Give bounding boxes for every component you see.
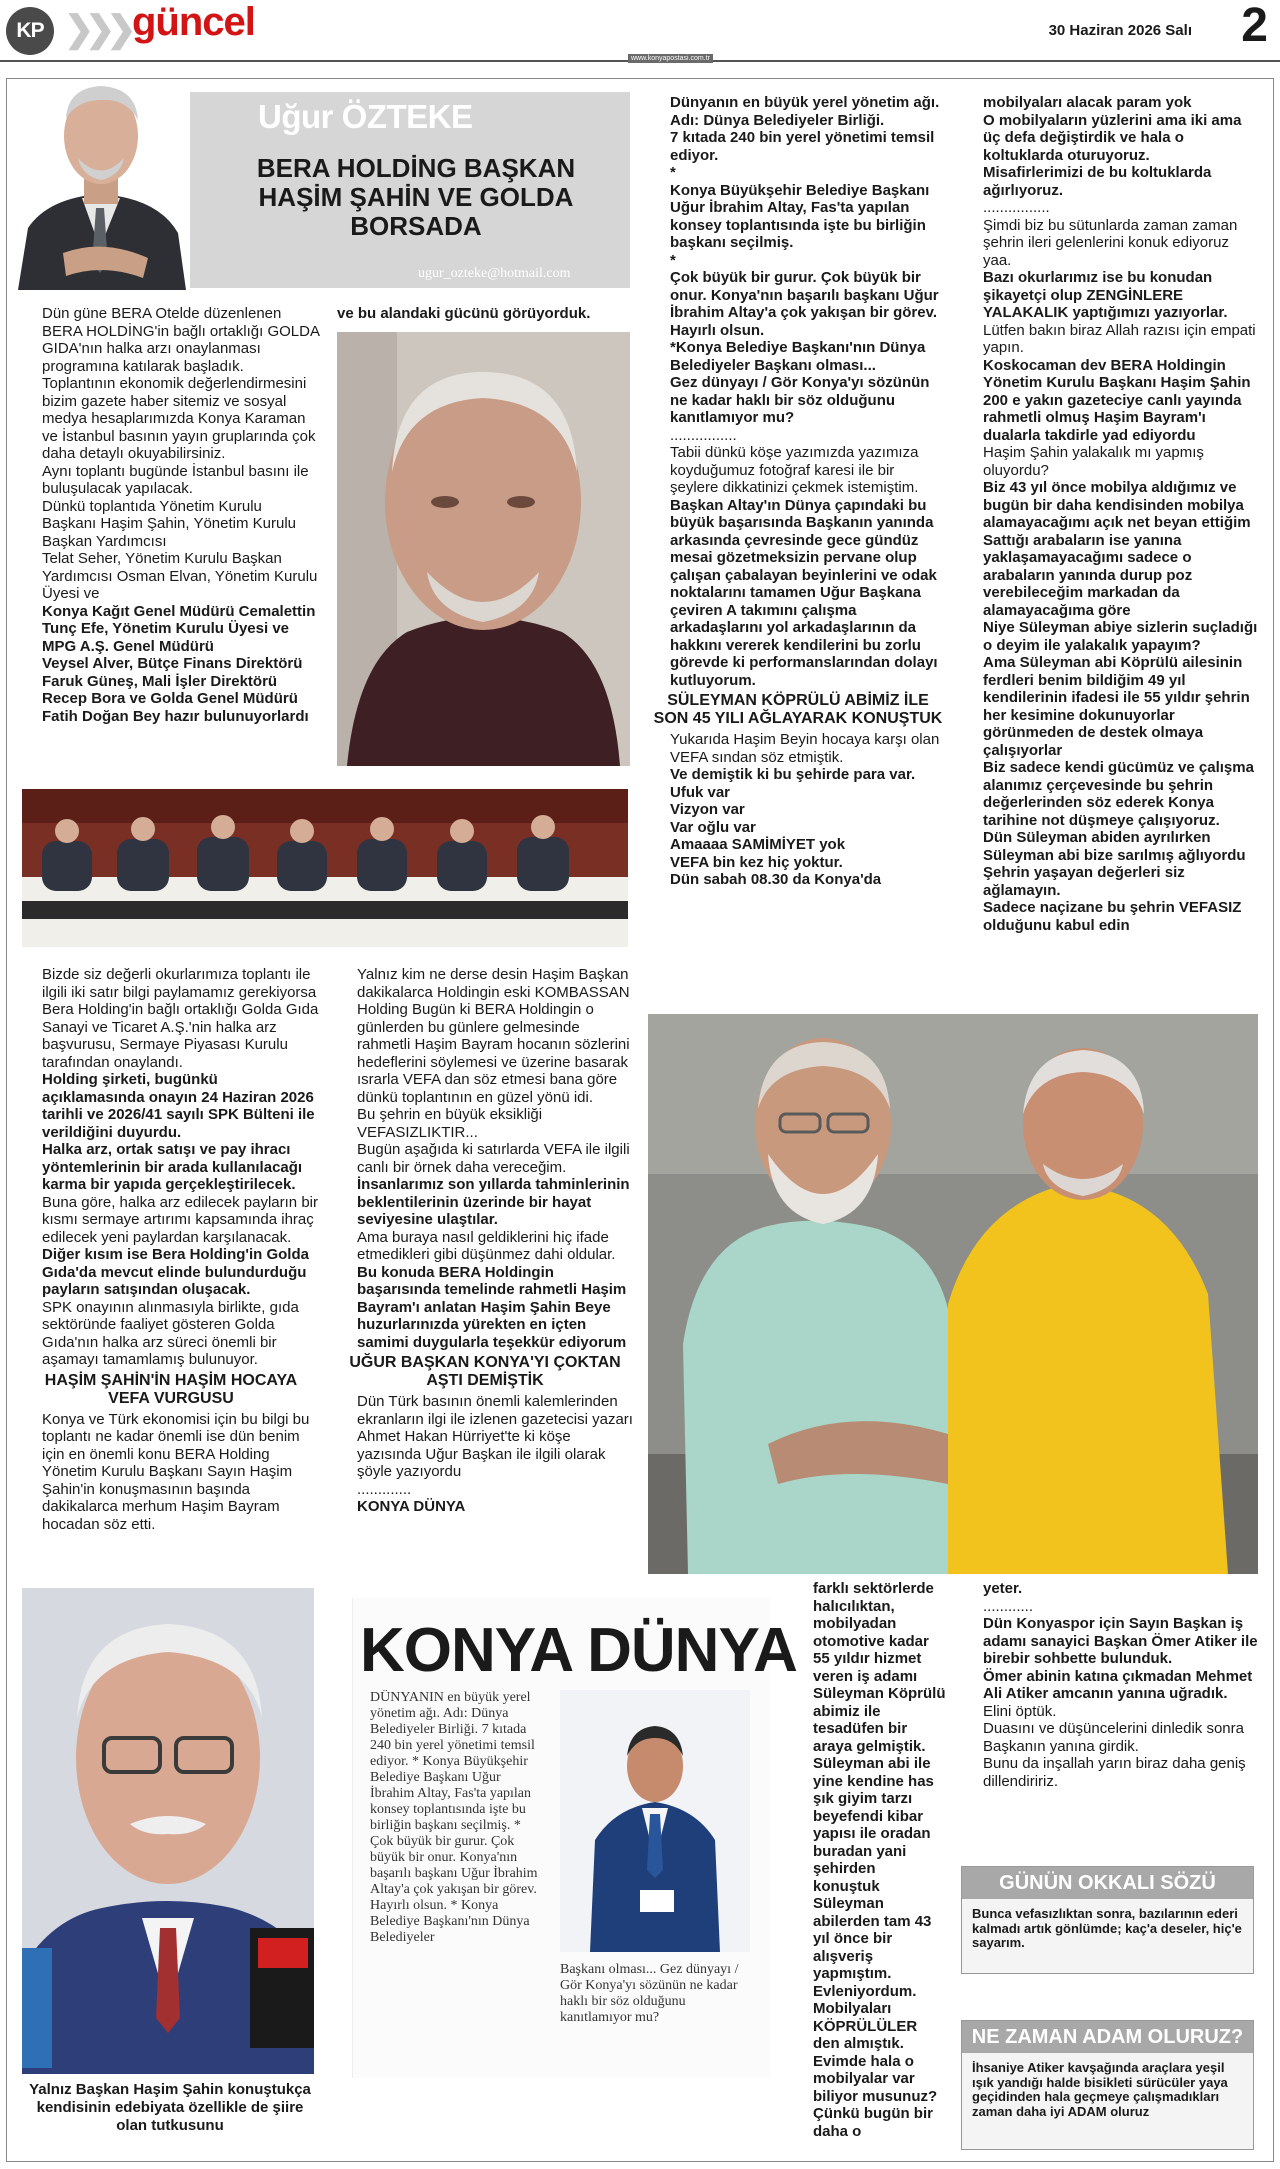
paragraph: Veysel Alver, Bütçe Finans Direktörü Faruk Güneş, Mali İşler Direktörü Recep Bora ve Golda Genel Müdürü Fatih Doğan Bey hazır bulunuyorlardı [42, 655, 309, 725]
photo-caption: Yalnız Başkan Haşim Şahin konuştukça kendisinin edebiyata özellikle de şiire olan tutkusunu [29, 2081, 311, 2134]
paragraph: Konya Büyükşehir Belediye Başkanı Uğur İbrahim Altay, Fas'ta yapılan konsey toplantısında işte bu birliğin başkanı seçilmiş. [670, 181, 930, 251]
paragraph: Bazı okurlarımız ise bu konudan şikayetçi olup ZENGİNLERE YALAKALIK yaptığımızı yazıyorlar. [983, 269, 1228, 321]
paragraph: Dün sabah 08.30 da Konya'da [670, 871, 882, 888]
paragraph: Evleniyordum. [813, 1982, 917, 2000]
paragraph: 7 kıtada 240 bin yerel yönetimi temsil ediyor. [670, 129, 935, 164]
paragraph: Konya Kağıt Genel Müdürü Cemalettin Tunç Efe, Yönetim Kurulu Üyesi ve MPG A.Ş. Genel Müdürü [42, 602, 316, 655]
col1-top [22, 305, 320, 725]
subheading: HAŞİM ŞAHİN'İN HAŞİM HOCAYA VEFA VURGUSU [44, 1371, 298, 1407]
adam-text: İhsaniye Atiker kavşağında araçlara yeşil ışık yandığı halde bisikleti sürücüler yaya geçidinden hala geçmeye çalışmadıkları zaman daha iyi ADAM oluruz [972, 2060, 1228, 2119]
col1-bottom [22, 966, 320, 1533]
photo-ugur-altay [560, 1690, 750, 1952]
site-url[interactable]: www.konyapostasi.com.tr [628, 54, 713, 63]
konya-dunya-col1: DÜNYANIN en büyük yerel yönetim ağı. Adı: Dünya Belediyeler Birliği. 7 kıtada 240 bin yerel yönetimi temsil ediyor. * Konya Büyükşehir Belediye Başkanı Uğur İbrahim Altay, Fas'ta yapılan konsey toplantısında işte bu birliğin başkanı seçilmiş. * Çok büyük bir gurur. Çok büyük bir onur. Konya'nın başarılı başkanı Uğur İbrahim Altay'a çok yakışan bir görev. Hayırlı olsun. * Konya Belediye Başkanı'nın Dünya Belediyeler [370, 1690, 538, 1945]
logo[interactable]: KP [6, 7, 54, 55]
paragraph: * [670, 251, 676, 269]
paragraph: Başkan Altay'ın Dünya çapındaki bu büyük başarısında Başkanın yanında arkasında çevresinde gece gündüz mesai gözetmeksizin pervane olup çalışan çabalayan beyinlerini ve odak noktalarını tamamen Uğur Başkana çeviren A takımını çalışma arkadaşlarını yol arkadaşlarının da hakkını vererek kendilerini bu zorlu görevde ki performanslarından dolayı kutluyorum. [670, 496, 938, 689]
okkali-text: Bunca vefasızlıktan sonra, bazılarının ederi kalmadı artık gönlümde; kaç'a deseler, hiç'e sayarım. [972, 1906, 1242, 1950]
paragraph: Dün Süleyman abiden ayrılırken Süleyman abi bize sarılmış ağlıyordu [983, 829, 1246, 864]
col2-bottom [337, 966, 633, 1516]
paragraph: Sadece naçizane bu şehrin VEFASIZ olduğunu kabul edin [983, 899, 1242, 934]
col3-top [650, 94, 946, 889]
paragraph: mobilyaları alacak param yok [983, 94, 1192, 111]
author-photo [8, 48, 194, 290]
konya-dunya-col2: Başkanı olması... Gez dünyayı / Gör Konya'yı sözünün ne kadar haklı bir söz olduğunu kanıtlamıyor mu? [560, 1962, 739, 2025]
paragraph: Vizyon var [670, 801, 745, 818]
paragraph: Bunu da inşallah yarın biraz daha geniş dillendiririz. [983, 1755, 1246, 1790]
paragraph: Ufuk var [670, 783, 731, 801]
paragraph: Adı: Dünya Belediyeler Birliği. [670, 111, 885, 129]
paragraph: VEFA bin kez hiç yoktur. [670, 853, 843, 871]
author-email[interactable]: ugur_ozteke@hotmail.com [418, 266, 571, 281]
paragraph: Sattığı arabaların ise yanına yaklaşamayacağımı sadece o arabaların yanında durup poz verebileceğim markadan da alamayacağıma göre [983, 531, 1193, 619]
paragraph: Ömer abinin katına çıkmadan Mehmet Ali Atiker amcanın yanına uğradık. [983, 1667, 1253, 1702]
paragraph: Şimdi biz bu sütunlarda zaman zaman şehrin ileri gelenlerini konuk ediyoruz yaa. [983, 216, 1238, 269]
paragraph: Biz sadece kendi gücümüz ve çalışma alanımız çerçevesinde bu şehrin değerlerinden söz ederek Konya tarihine not düşmeye çalışıyoruz. [983, 759, 1254, 829]
paragraph: Ama buraya nasıl geldiklerini hiç ifade etmedikleri gibi düşünmez dahi oldular. [357, 1228, 616, 1263]
subheading: SÜLEYMAN KÖPRÜLÜ ABİMİZ İLE SON 45 YILI AĞLAYARAK KONUŞTUK [653, 692, 943, 727]
paragraph: Bugün aşağıda ki satırlarda VEFA ile ilgili canlı bir örnek daha vereceğim. [357, 1141, 630, 1176]
paragraph: Evimde hala o mobilyalar var biliyor musunuz? [813, 2052, 938, 2105]
paragraph: Çünkü bugün bir daha o [813, 2105, 933, 2140]
ne-zaman-adam-oluruz-box [961, 2020, 1254, 2150]
headline: BERA HOLDİNG BAŞKAN HAŞİM ŞAHİN VE GOLDA BORSADA [256, 153, 576, 241]
paragraph: Dün güne BERA Otelde düzenlenen BERA HOLDİNG'in bağlı ortaklığı GOLDA GIDA'nın halka arzı onaylanması programına katılarak başladık. [42, 305, 320, 375]
paragraph: Diğer kısım ise Bera Holding'in Golda Gıda'da mevcut elinde bulundurduğu payların satışından oluşacak. [42, 1246, 309, 1298]
paragraph: ............. [357, 1480, 412, 1498]
paragraph: Mobilyaları KÖPRÜLÜLER den almıştık. [813, 2000, 918, 2052]
konya-dunya-title: KONYA DÜNYA [360, 1616, 797, 1685]
photo-speaker [22, 1588, 314, 2074]
paragraph: Yalnız kim ne derse desin Haşim Başkan dakikalarca Holdingin eski KOMBASSAN Holding Bugün ki BERA Holdingin o günlerden bu günlere gelmesinde rahmetli Haşim Bayram hocanın sözlerini hedeflerini söylemesi ve üzerine basarak ısrarla VEFA dan söz etmesi bana göre dünkü toplantının en güzel yönü idi. [357, 966, 630, 1106]
paragraph: *Konya Belediye Başkanı'nın Dünya Belediyeler Başkanı olması... [670, 339, 926, 374]
paragraph: Dün Türk basının önemli kalemlerinden ekranların ilgi ile izlenen gazetecisi yazarı Ahmet Hakan Hürriyet'te ki köşe yazısında Uğur Başkan ile ilgili olarak şöyle yazıyordu [357, 1393, 633, 1480]
paragraph: O mobilyaların yüzlerini ama iki ama üç defa değiştirdik ve hala o koltuklarda oturuyoruz. [983, 111, 1242, 164]
paragraph: Tabii dünkü köşe yazımızda yazımıza koyduğumuz fotoğraf karesi ile bir şeylere dikkatinizi çekmek istemiştim. [670, 444, 919, 496]
paragraph: farklı sektörlerde halıcılıktan, mobilyadan otomotive kadar 55 yıldır hizmet veren iş adamı Süleyman Köprülü abimiz ile tesadüfen bir araya gelmiştik. [813, 1580, 946, 1755]
paragraph: Bu şehrin en büyük eksikliği VEFASIZLIKTIR... [357, 1106, 543, 1141]
chevron-arrows-icon: ❯❯❯ [64, 8, 128, 49]
col2-top-text: ve bu alandaki gücünü görüyorduk. [337, 305, 591, 322]
photo-press-conference [22, 789, 628, 947]
col4-bottom [963, 1580, 1261, 1790]
paragraph: Biz 43 yıl önce mobilya aldığımız ve bugün bir daha kendisinden mobilya alamayacağımı açık net beyan ettiğim [983, 479, 1251, 531]
section-title[interactable]: güncel [132, 0, 255, 44]
paragraph: Buna göre, halka arz edilecek payların bir kısmı sermaye artırımı kapsamında ihraç edilecek yeni paylardan karşılanacak. [42, 1193, 318, 1246]
paragraph: Ama Süleyman abi Köprülü ailesinin ferdleri benim bildiğim 49 yıl kendilerinin ifadesi ile 55 yıldır şehrin her kesimine dokunuyorlar görünmeden de destek olmaya çalışıyorlar [983, 654, 1250, 759]
paragraph: Haşim Şahin yalakalık mı yapmış oluyordu? [983, 444, 1204, 479]
paragraph: Süleyman abilerden tam 43 yıl önce bir alışveriş yapmıştım. [813, 1895, 932, 1982]
adam-title: NE ZAMAN ADAM OLURUZ? [962, 2021, 1253, 2053]
paragraph: Misafirlerimizi de bu koltuklarda ağırlıyoruz. [983, 164, 1212, 199]
paragraph: Gez dünyayı / Gör Konya'yı sözünün ne kadar haklı bir söz olduğunu kanıtlamıyor mu? [670, 374, 930, 426]
photo-sulayman-koprulu [648, 1014, 1258, 1574]
paragraph: Dün Konyaspor için Sayın Başkan iş adamı sanayici Başkan Ömer Atiker ile birebir sohbette bulunduk. [983, 1615, 1258, 1667]
paragraph: Niye Süleyman abiye sizlerin suçladığı o deyim ile yalakalık yapayım? [983, 619, 1258, 654]
paragraph: Bizde siz değerli okurlarımıza toplantı ile ilgili iki satır bilgi paylamamız gerekiyorsa Bera Holding'in bağlı ortaklığı Golda Gıda Sanayi ve Ticaret A.Ş.'nin halka arz başvurusu, Sermaye Piyasası Kurulu tarafından onaylandı. [42, 966, 319, 1071]
paragraph: SPK onayının alınmasıyla birlikte, gıda sektöründe faaliyet gösteren Golda Gıda'nın halka arz süreci önemli bir aşamayı tamamlamış bulunuyor. [42, 1298, 299, 1368]
paragraph: Halka arz, ortak satışı ve pay ihracı yöntemlerinin bir arada kullanılacağı karma bir yapıda gerçekleştirilecek. [42, 1141, 303, 1193]
issue-date: 30 Haziran 2026 Salı [1048, 22, 1192, 39]
paragraph: yeter. [983, 1580, 1023, 1597]
page-number: 2 [1241, 0, 1268, 52]
paragraph: ................ [983, 199, 1050, 216]
paragraph: Duasını ve düşüncelerini dinledik sonra Başkanın yanına girdik. [983, 1720, 1244, 1755]
paragraph: Amaaaa SAMİMİYET yok [670, 836, 846, 853]
paragraph: KONYA DÜNYA [357, 1498, 466, 1515]
paragraph: Çok büyük bir gurur. Çok büyük bir onur. Konya'nın başarılı başkanı Uğur İbrahim Altay'a çok yakışan bir görev. Hayırlı olsun. [670, 269, 939, 339]
paragraph: Konya ve Türk ekonomisi için bu bilgi bu toplantı ne kadar önemli ise dün benim için en önemli konu BERA Holding Yönetim Kurulu Başkanı Sayın Haşim Şahin'in konuşmasının başında dakikalarca merhum Haşim Bayram hocadan söz etti. [42, 1410, 310, 1533]
paragraph: Elini öptük. [983, 1702, 1057, 1720]
paragraph: Ve demiştik ki bu şehirde para var. [670, 766, 916, 783]
photo-hasim-sahin [337, 332, 630, 766]
paragraph: İnsanlarımız son yıllarda tahminlerinin beklentilerinin üzerinde bir hayat seviyesine ulaştılar. [357, 1176, 630, 1228]
paragraph: Bu konuda BERA Holdingin başarısında temelinde rahmetli Haşim Bayram'ı anlatan Haşim Şahin Beye huzurlarınızda yürekten en içten samimi duygularla teşekkür ediyorum [357, 1263, 627, 1351]
paragraph: ............ [983, 1597, 1034, 1615]
paragraph: Süleyman abi ile yine kendine has şık giyim tarzı beyefendi kibar yapısı ile oradan buradan yani şehirden konuştuk [813, 1755, 934, 1895]
col3-bottom [793, 1580, 946, 2140]
subheading: UĞUR BAŞKAN KONYA'YI ÇOKTAN AŞTI DEMİŞTİK [349, 1354, 621, 1389]
paragraph: Aynı toplantı bugünde İstanbul basını ile buluşulacak yapılacak. [42, 462, 309, 497]
col4-top [963, 94, 1261, 934]
author-name: Uğur ÖZTEKE [258, 98, 473, 135]
okkali-title: GÜNÜN OKKALI SÖZÜ [962, 1867, 1253, 1899]
paragraph: Var oğlu var [670, 818, 756, 836]
paragraph: Lütfen bakın biraz Allah razısı için empati yapın. [983, 321, 1256, 356]
paragraph: Telat Seher, Yönetim Kurulu Başkan Yardımcısı Osman Elvan, Yönetim Kurulu Üyesi ve [42, 550, 318, 602]
paragraph: * [670, 164, 676, 181]
paragraph: Toplantının ekonomik değerlendirmesini bizim gazete haber sitemiz ve sosyal medya hesaplarımızda Konya Karaman ve İstanbul basının yayın gruplarında çok daha detaylı okuyabilirsiniz. [42, 375, 316, 462]
paragraph: ................ [670, 426, 737, 444]
paragraph: Holding şirketi, bugünkü açıklamasında onayın 24 Haziran 2026 tarihli ve 2026/41 sayılı SPK Bülteni ile verildiğini duyurdu. [42, 1071, 315, 1141]
paragraph: Yukarıda Haşim Beyin hocaya karşı olan VEFA sından söz etmiştik. [670, 731, 940, 766]
paragraph: Şehrin yaşayan değerleri siz ağlamayın. [983, 864, 1185, 899]
gunun-okkali-sozu-box [961, 1866, 1254, 1974]
paragraph: Koskocaman dev BERA Holdingin Yönetim Kurulu Başkanı Haşim Şahin 200 e yakın gazeteciye canlı yayında rahmetli olmuş Haşim Bayram'ı dualarla takdirle yad ediyordu [983, 356, 1251, 444]
paragraph: Dünkü toplantıda Yönetim Kurulu Başkanı Haşim Şahin, Yönetim Kurulu Başkan Yardımcısı [42, 497, 297, 550]
paragraph: Dünyanın en büyük yerel yönetim ağı. [670, 94, 940, 111]
